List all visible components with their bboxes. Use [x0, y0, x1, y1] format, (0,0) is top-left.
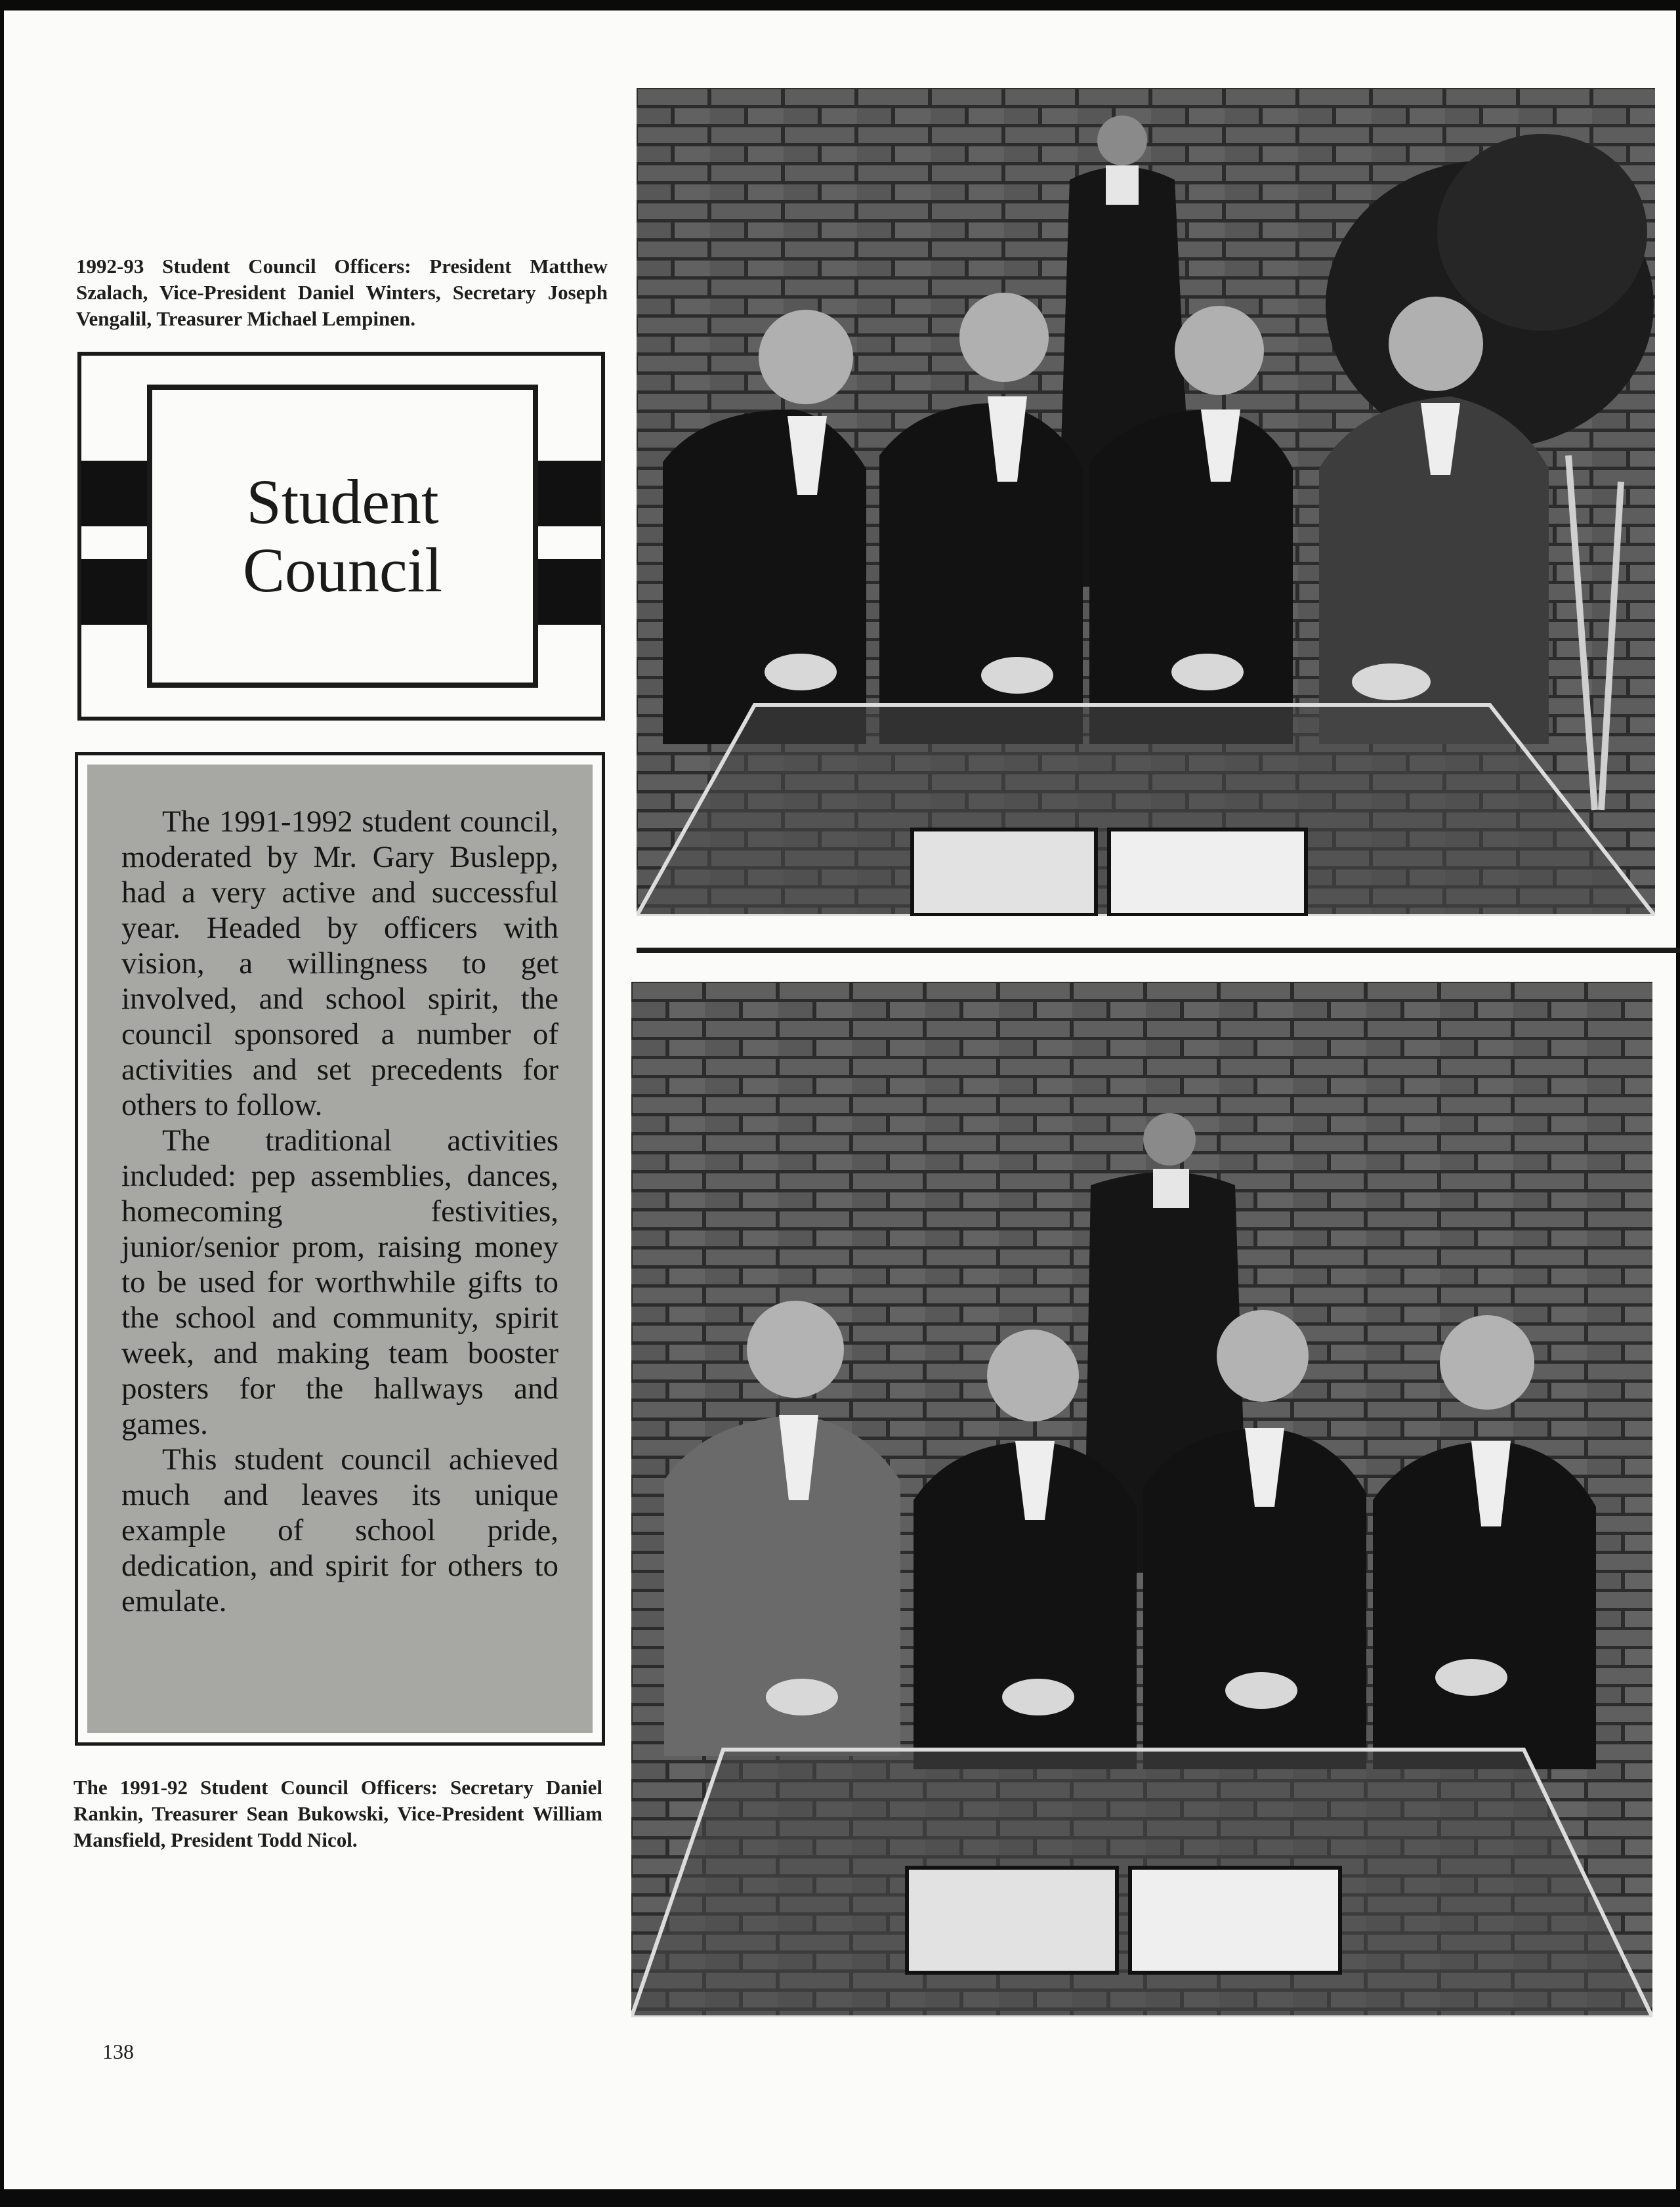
emblem-bar: [81, 559, 151, 625]
bottom-photo-caption: The 1991-92 Student Council Officers: Secretary Daniel Rankin, Treasurer Sean Bukowski, Vice-President William Mansfield, President Todd Nicol.: [74, 1776, 602, 1851]
officers-photo-1991-92: [631, 982, 1652, 2017]
article-paragraph-1: The 1991-1992 student council, moderated by Mr. Gary Buslepp, had a very active and successful year. Headed by officers with vision, a willingness to get involved, and school spirit, the council sponsored a number of activities and set precedents for others to follow.: [121, 805, 558, 1122]
top-photo-caption: 1992-93 Student Council Officers: President Matthew Szalach, Vice-President Daniel Winters, Secretary Joseph Vengalil, Treasurer Michael Lempinen.: [76, 255, 608, 330]
title-line-2: Council: [243, 535, 442, 605]
officers-photo-1992-93: [637, 88, 1655, 916]
article-panel: [87, 765, 593, 1733]
divider-rule: [637, 948, 1680, 953]
emblem-bar: [81, 461, 151, 526]
article-box: [75, 752, 605, 1746]
yearbook-page: [4, 11, 1676, 2189]
group-photo-image: [637, 88, 1655, 916]
title-line-1: Student: [246, 467, 439, 537]
title-emblem: [77, 352, 605, 721]
group-photo-image: [631, 982, 1652, 2017]
article-paragraph-2: The traditional activities included: pep assemblies, dances, homecoming festivities, junior/senior prom, raising money to be used for worthwhile gifts to the school and community, spirit week, and making team booster posters for the hallways and games.: [121, 1124, 558, 1441]
title-box: [147, 385, 538, 688]
article-paragraph-3: This student council achieved much and leaves its unique example of school pride, dedication, and spirit for others to emulate.: [121, 1442, 558, 1618]
emblem-bar: [532, 559, 601, 625]
page-title: [243, 468, 442, 604]
emblem-bar: [532, 461, 601, 526]
page-number: 138: [102, 2040, 134, 2063]
